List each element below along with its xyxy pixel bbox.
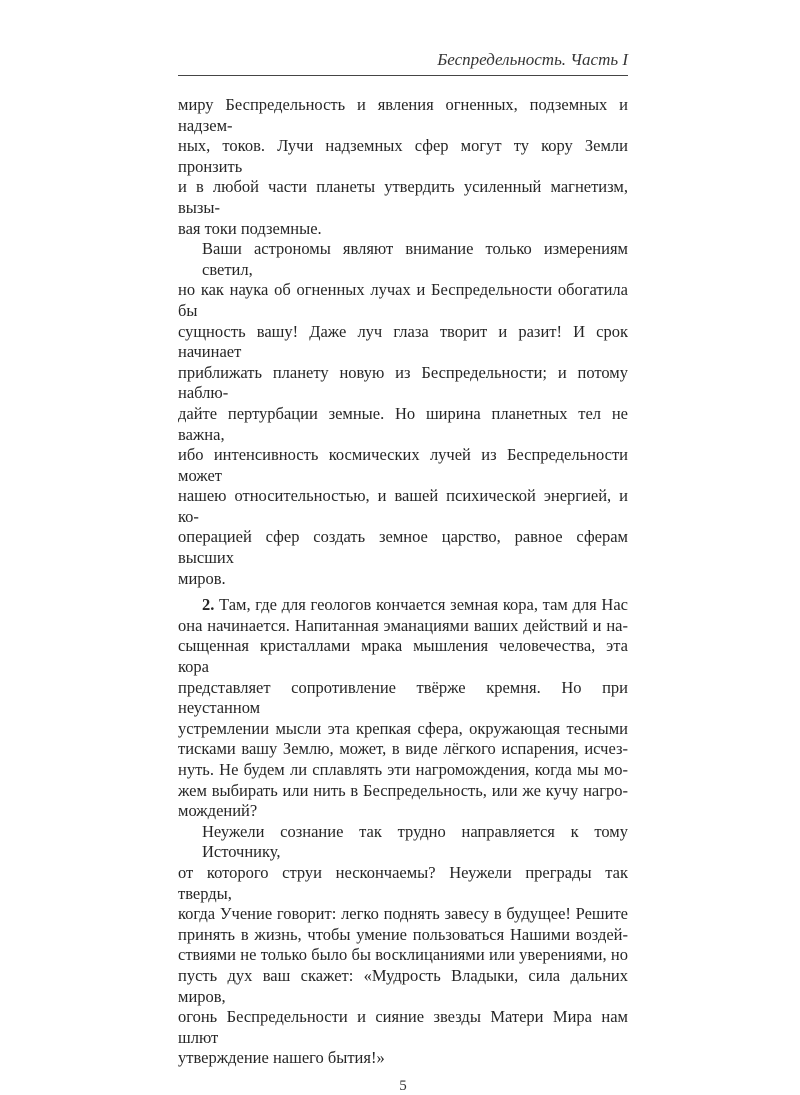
running-header-title: Беспредельность. Часть I bbox=[437, 50, 628, 69]
text-line: Неужели сознание так трудно направляется к тому Источнику, bbox=[202, 821, 628, 862]
text-line: Ваши астрономы являют внимание только измерениям светил, bbox=[202, 239, 628, 279]
text-line: дайте пертурбации земные. Но ширина планетных тел не важна, bbox=[178, 403, 628, 444]
text-line: она начинается. Напитанная эманациями ваших действий и на- bbox=[178, 615, 628, 635]
text-line: сыщенная кристаллами мрака мышления человечества, эта кора bbox=[178, 636, 628, 677]
text-line: ибо интенсивность космических лучей из Беспредельности может bbox=[178, 445, 628, 485]
text-line: миру Беспредельность и явления огненных, подземных и надзем- bbox=[178, 95, 628, 135]
text-line: когда Учение говорит: легко поднять завесу в будущее! Решите bbox=[178, 904, 628, 924]
text-line: утверждение нашего бытия!» bbox=[178, 1048, 385, 1068]
text-line: ных, токов. Лучи надземных сфер могут ту кору Земли пронзить bbox=[178, 136, 628, 176]
paragraph bbox=[178, 595, 628, 822]
text-line: нашею относительностью, и вашей психической энергией, и ко- bbox=[178, 486, 628, 526]
text-line: устремлении мысли эта крепкая сфера, окружающая тесными bbox=[178, 718, 628, 738]
text-line: и в любой части планеты утвердить усиленный магнетизм, вызы- bbox=[178, 177, 628, 217]
paragraph bbox=[178, 239, 628, 589]
text-line: операцией сфер создать земное царство, равное сферам высших bbox=[178, 527, 628, 568]
text-line: но как наука об огненных лучах и Беспредельности обогатила бы bbox=[178, 280, 628, 320]
text-line: принять в жизнь, чтобы умение пользоваться Нашими воздей- bbox=[178, 924, 628, 944]
text-line: сущность вашу! Даже луч глаза творит и разит! И срок начинает bbox=[178, 321, 628, 362]
text-line: вая токи подземные. bbox=[178, 218, 322, 238]
page-number: 5 bbox=[399, 1077, 407, 1094]
text-line: представляет сопротивление твёрже кремня. Но при неустанном bbox=[178, 677, 628, 718]
section-number: 2. bbox=[202, 595, 215, 615]
text-line: пусть дух ваш скажет: «Мудрость Владыки, сила дальних миров, bbox=[178, 965, 628, 1006]
running-header bbox=[178, 50, 628, 76]
text-line: нуть. Не будем ли сплавлять эти нагромождения, когда мы мо- bbox=[178, 760, 628, 779]
text-line: от которого струи нескончаемы? Неужели преграды так тверды, bbox=[178, 862, 628, 903]
text-line: 2. Там, где для геологов кончается земная кора, там для Нас bbox=[202, 595, 628, 615]
text-line: мождений? bbox=[178, 801, 258, 821]
text-line: ствиями не только было бы восклицаниями или уверениями, но bbox=[178, 945, 628, 965]
text-line: миров. bbox=[178, 568, 226, 588]
paragraph bbox=[178, 95, 628, 239]
paragraph bbox=[178, 822, 628, 1069]
text-line: жем выбирать или нить в Беспредельность, или же кучу нагро- bbox=[178, 780, 628, 800]
text-line: тисками вашу Землю, может, в виде лёгкого испарения, исчез- bbox=[178, 739, 628, 759]
text-line: огонь Беспредельности и сияние звезды Матери Мира нам шлют bbox=[178, 1007, 628, 1047]
text-block bbox=[178, 95, 628, 1069]
page-column bbox=[178, 50, 628, 1095]
text-line: приближать планету новую из Беспредельности; и потому наблю- bbox=[178, 362, 628, 403]
